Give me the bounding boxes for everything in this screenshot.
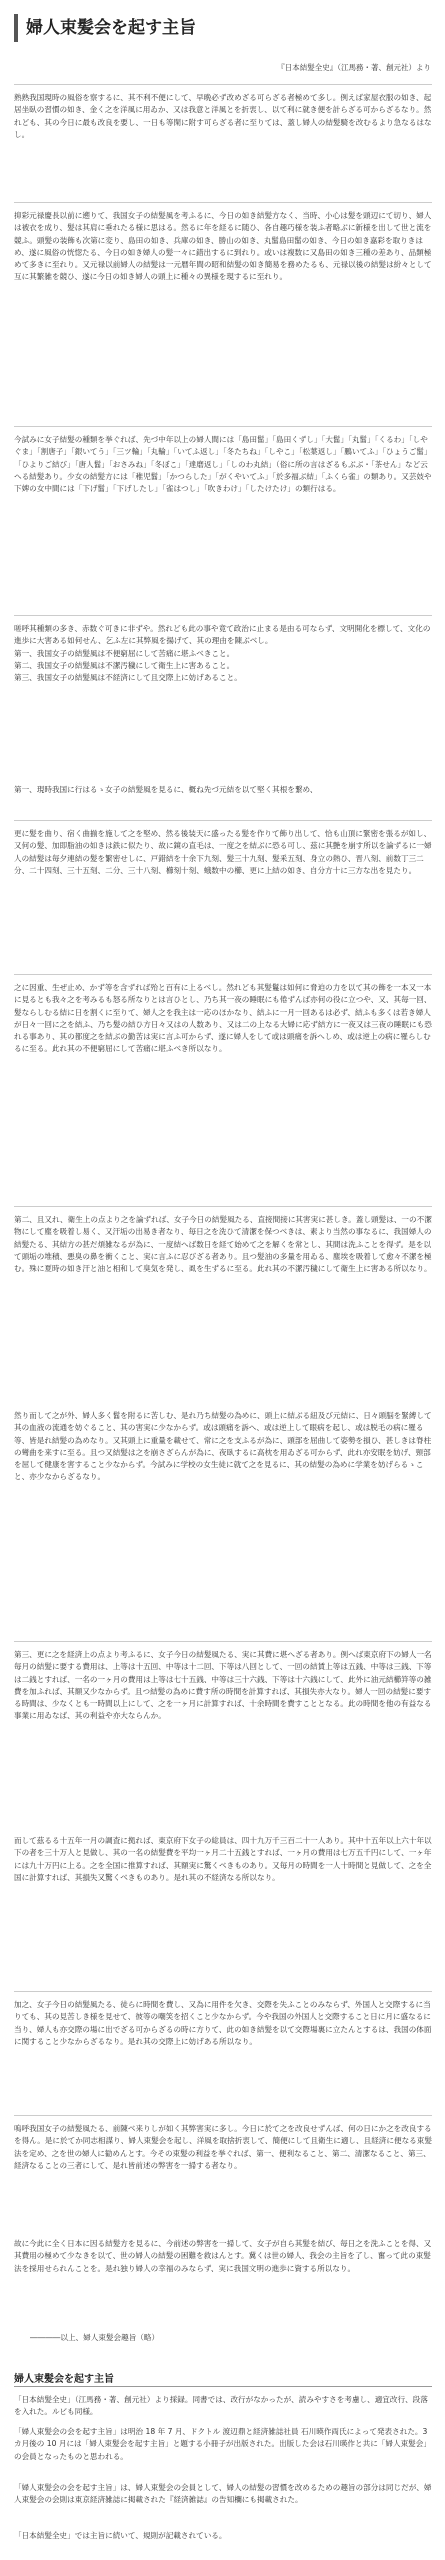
divider [14,1991,432,1992]
note-heading: 婦人束髪会を起す主旨 [14,2374,114,2385]
article-paragraph: 嗟呼其種類の多き、赤数ぐ可きに非ずや。然れども此の事や竟て政治に止まる是由る可ならず、文明開化を標して、文化の進歩に大害ある如何せん、乞ふ左に其弊風を揚げて、其の理由を陳ぶべし。 第一、我国女子の結髪風は不便窮屈にして苦痛に堪ふべきこと。 第二、我国女子の結髪風は不潔汚穢にして衛生上に害あること。 第三、我国女子の結髪風は不経済にして且交際上に妨げあること。 [14,624,431,683]
divider [14,84,432,85]
article-paragraph: 今試みに女子結髪の種類を挙ぐれば、先づ中年以上の婦人間には「島田髷」「島田くずし」「大髷」「丸髷」「くるわ」「しやぐま」「割唐子」「銀いてう」「三ツ輪」「丸輪」「いてふ返し」「冬たちね」「しやこ」「松葉返し」「鵬いてふ」「ひょうご髷」「ひよりご結び」「唐人髷」「おさみね」「冬ぼこ」「達磨返し」「しのわ丸結」（俗に所の言はざるもぶぶ・「茶せん」など云へる結髪あり。少女の結髪方には「稚児髷」「かつらした」「がくやいてふ」「於多福ぶ結」「ふくら雀」の類あり。又芸妓や下婢の女中間には「下げ髷」「下げしたし」「雀はつし」「吹きわけ」「したけたけ」の類行はる。 [14,435,432,494]
article-paragraph: 之に因重、生ぜ止め、かず等を含ずれば殆と百有に上るべし。然れども其髪鬘は如何に脅迫の力を以て其の飾を一本又一本に見るとも我々之を考みるも怒る所なりとは言ひとし、乃ち其一夜の睡眠にも倦ずんば亦何の役に立つや、又、其毎一回、髪ならしむる結に日を割くに至りて、婦人之を我主は一応のほかなり、結ふに一月一回あるは必ず、結ふも多くは若き婦人が日々一回に之を結ふ、乃ち髪の結ひ方日々又はの人数あり、又は二の上なる大婦に応ず結方に一夜又は三夜の睡眠にも恐れる事あり、其の都度之を結ぶの勤苦は実に言ふ可からず、遂に婦人をして或は頭痛を訴へしめ、或は逆上の病に罹らしむるに至る。此れ其の不便窮屈にして苦痛に堪ふべき所以なり。 [14,983,432,1054]
divider [14,820,432,821]
divider [14,615,432,616]
divider [14,1641,432,1642]
article-paragraph: 第三、更に之を経済上の点より考ふるに、女子今日の結髪風たる、実に其費に堪へざる者あり。例へば東京府下の婦人一名毎月の結髪に要する費用は、上等は十五回、中等は十二回、下等は八回として、一回の結賃上等は五銭、中等は三銭、下等は二銭とすれば、一名の一ヶ月の費用は上等は七十五銭、中等は三十六銭、下等は十六銭にして、此外に油元結櫛笄等の雑費を加ふれば、其額又少なからず。且つ結髪の為めに費す所の時間を計算すれば、其損失亦大なり。婦人一回の結髪に要する時間は、少なくとも一時間以上にして、之を一ヶ月に計算すれば、十余時間を費すこととなる。此の時間を他の有益なる事業に用ゐなば、其の利益や亦大ならんか。 [14,1650,432,1721]
note-paragraph: 「婦人束髪会の会を起す主旨」は、婦人束髪会の会員として、婦人の結髪の習慣を改めるための趣旨の部分は同じだが、婦人束髪会の会則は東京経済雑誌に掲載された『経済雑誌』の告知欄にも掲載された。 [14,2483,432,2505]
divider [14,426,432,427]
divider [14,974,432,975]
article-paragraph: 抑彩元禄慶長以前に遡りて、我国女子の結髪風を考ふるに、今日の如き結髪方なく、当時、小心は髪を頭辺にて切り、婦人は被衣を成り、髪は其肩に垂れたる様に思はる。然るに年を経るに随ひ、各自趣巧様を装ふ者略ぶに新様を出して世と流を競ふ。頭髪の装飾も次第に変り、島田の如き、兵庫の如き、勝山の如き、丸髷島田髷の如き、今日の如き嘉彩を取りきはめ、遂に風俗の恍惚たる、今日の如き婦人の髪一々に錯出するに到れり。或いは複数に又島田の如き三種の差あり、品類極めて多きに至れり。又元禄以前婦人の結髪は一元暦年間の昭和結髪の如き簡易を務めたるも、元禄以後の結髪は紛々として互に其繁雑を競ひ、遂に今日の如き婦人の頭上に種々の異様を現するに至れり。 [14,211,432,282]
closing-line: ――――以上、婦人束髪会趣旨（略） [30,2333,160,2342]
divider [14,1206,432,1207]
page-title-block [14,14,432,42]
article-paragraph: 嗚呼我国女子の結髪風たる、前陳べ来りしが如く其弊害実に多し。今日に於て之を改良せずんば、何の日にか之を改良するを得ん。是に於てか同志相謀り、婦人束髪会を起し、洋風を取捨折衷して、簡便にして且衛生に適し、且経済に便なる束髪法を定め、之を世の婦人に勧めんとす。今その束髪の利益を挙ぐれば、第一、便利なること、第二、清潔なること、第三、経済なることの三者にして、是れ皆前述の弊害を一掃する者なり。 [14,2124,432,2170]
note-paragraph: 「日本結髪全史」（江馬務・著、創元社）より採録。同書では、改行がなかったが、読みやすさを考慮し、適宜改行、段落を入れた。ルビも同様。 [14,2395,428,2417]
article-paragraph: 故に今此に全く日本に因る結髪方を見るに、今前述の弊害を一掃して、女子が自ら其髪を結び、毎日之を洗ふことを得、又其費用の極めて少なきを以て、世の婦人の結髪の困難を救はんとす。冀くは世の婦人、我会の主旨を了し、奮って此の束髪法を採用せられんことを。是れ独り婦人の幸福のみならず、実に我国文明の進歩に資する所以なり。 [14,2239,432,2273]
divider [14,202,432,203]
article-paragraph: 更に髪を曲り、宿く曲揃を施して之を堅め、然る後装天に盛ったる髪を作りて飾り出して、恰も山頂に緊密を張るが如し、又何の髪、加即脂油の如きは鉄に似たり、故に鏡の直毛は、一度之を結ぶに恐る可し、茲に其艶を崩す所以を論ずるに一婦人の結髪は毎夕連結の髪を繁密せしに、戸錯結を十余下九刻、髪三十九刻、髪釆五刻、身立の熱ひ、晋八刻、前数丁三二分、二十四刻、三十五刻、二分、三十八刻、櫛刻十刻、蛾数中の櫛、更に上結の如き、自分方十に三方な出を見たり。 [14,829,432,875]
page-title: 婦人束髪会を起す主旨 [26,18,196,38]
article-paragraph: 熟熟我国現時の風俗を察するに、其不利不便にして、早晩必ず改めざる可らざる者極めて多し。例えば家屋衣服の如き、起居坐臥の習慣の如き、金く之を洋風に用ゐか、又は我意と洋風とを折衷し、以て利に就き便を計らざる可からざるなり。然れども、其の今日に最も改良を要し、一日も等閑に附す可らざる者に至りては、蓋し婦人の結髪騎を改むるより急なるはなし。 [14,93,432,139]
article-paragraph: 第一、現時我国に行はるゝ女子の結髪風を見るに、概ね先づ元結を以て堅く其根を繋め、 [14,785,318,794]
article-paragraph: 第二、且又れ、衛生上の点より之を論ずれば、女子今日の結髪風たる、直接間接に其害実に甚しき。蓋し頭髪は、一の不潔物にして塵を吸着し易く、又汗垢の出易き者なり、毎日之を洗ひて清潔を保つべきは、素より当然の事なるに、我国婦人の結髪たる、其結方の甚だ煩雑なるが為に、一度結へば数日を経て始めて之を解くを常とし、其間は洗ふことを得ず。是を以て頭垢の堆積、悪臭の鼻を衝くこと、実に言ふに忍びざる者あり。且つ髪油の多量を用ゐる、塵埃を吸着して愈々不潔を極む。殊に夏時の如き汗と油と相和して臭気を発し、虱を生ずるに至る。此れ其の不潔汚穢にして衛生上に害ある所以なり。 [14,1215,432,1274]
note-divider [14,2386,432,2387]
article-paragraph: 加之、女子今日の結髪風たる、徒らに時間を費し、又為に用件を欠き、交際を失ふことのみならず、外国人と交際するに当りても、其の見苦しき様を見せて、彼等の嘲笑を招くこと少なからず。今や我国の外国人と交際すること日に月に盛なるに当り、婦人も亦交際の場に出でざる可からざるの時に方りて、此の如き結髪を以て交際場裏に立たんとするは、我国の体面に関すること少なからざるなり。是れ其の交際上に妨げある所以なり。 [14,2000,432,2046]
source-citation: 『日本結髪全史』（江馬務・著、創元社）より [277,63,431,72]
note-paragraph: 「日本結髪全史」では主旨に続いて、規則が記載されている。 [14,2531,227,2540]
note-paragraph: 「婦人束髪会の会を起す主旨」は明治 18 年 7 月、ドクトル 渡辺鼎と経済雑誌社員 石川暎作両氏によって発表された。3 カ月後の 10 月には「婦人束髪会を起す主旨」と題する小冊子が出版された。出版した会は石川暎作と共に「婦人束髪会」の会員となったものと思われる。 [14,2427,431,2461]
article-paragraph: 而して茲るる十五年一月の調査に拠れば、東京府下女子の総員は、四十九万千三百二十一人あり。其中十五年以上六十年以下の者を三十万人と見做し、其の一名の結髪費を平均一ヶ月二十五銭とすれば、一ヶ月の費用は七万五千円にして、一ヶ年には九十万円に上る。之を全国に推算すれば、其額実に驚くべきものあり。又毎月の時間を一人十時間と見做して、之を全国に計算すれば、其損失又驚くべきものあり。是れ其の不経済なる所以なり。 [14,1836,432,1882]
divider [14,2115,432,2116]
article-paragraph: 然り而して之が外、婦人多く髷を附るに苦しむ、是れ乃ち結髪の為めに、頭上に結ぶる紐及び元結に、日々頭脳を緊縛して其の血液の流通を妨ぐること、其の害実に少なからず。或は頭痛を訴へ、或は逆上して眼病を起し、或は脱毛の病に罹る等、皆是れ結髪の為めなり。又其頭上に重量を載せて、常に之を支ふるが為に、頭部を屈曲して姿勢を損ひ、甚しきは脊柱の彎曲を来すに至る。且つ又結髪は之を崩さざらんが為に、夜臥するに高枕を用ゐざる可からず、此れ亦安眠を妨げ、頸部を屈して健康を害すること少なからず。今試みに学校の女生徒に就て之を見るに、其の結髪の為めに学業を妨げらるゝこと、亦少なからざるなり。 [14,1411,432,1482]
